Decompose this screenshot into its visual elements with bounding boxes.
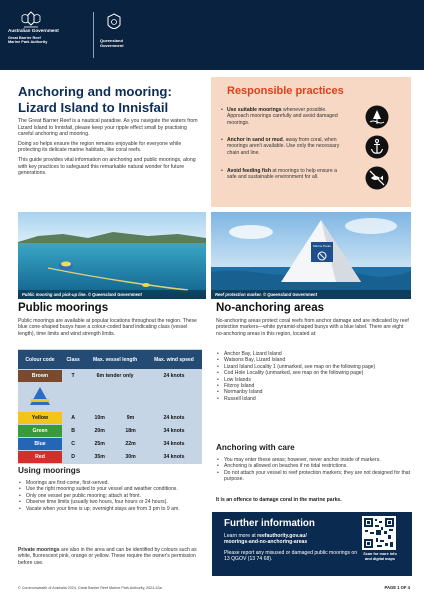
wind-cell: 34 knots (163, 428, 185, 434)
practice-item (227, 137, 347, 156)
further-info-title: Further information (224, 518, 315, 529)
mooring-photo-caption: Public mooring and pick-up line. © Queensland Government (18, 290, 206, 299)
website-link[interactable]: reefauthority.gov.au/ (257, 533, 307, 539)
responsible-practices-box (211, 77, 411, 207)
colour-cell: Red (18, 451, 62, 463)
further-info-box (212, 512, 412, 576)
practice-item-bold: Anchor in sand or mud (227, 137, 283, 143)
class-cell: B (71, 428, 75, 434)
length2-cell: 30m (125, 454, 136, 460)
page-footer (0, 580, 424, 600)
marker-sign-text: Marine Parks (313, 244, 331, 248)
queensland-crest-icon (104, 12, 124, 34)
report-text: Please report any misused or damaged public moorings on 13 QGOV (13 74 68). (224, 549, 358, 563)
length2-cell: 22m (125, 441, 136, 447)
list-item: • Russell Island (216, 396, 412, 402)
gov-logo-text (8, 28, 88, 44)
length2-cell: 9m (126, 415, 135, 421)
marker-photo-caption: Reef protection marker. © Queensland Government (211, 290, 411, 299)
private-moorings-text (18, 547, 204, 566)
list-item: • Vacate when your time is up; overnight stays are from 3 pm to 9 am. (18, 506, 204, 512)
using-moorings-list (18, 480, 204, 512)
qld-logo-text (100, 38, 124, 48)
page-number: PAGE 1 OF 4 (384, 585, 410, 590)
class-cell: D (71, 454, 75, 460)
buoy-icon (30, 387, 50, 405)
class-cell: C (71, 441, 75, 447)
table-row (18, 412, 202, 424)
list-item: • Observe time limits (usually two hours, four hours or 24 hours). (18, 499, 204, 505)
private-moorings-desc: are also in the area and can be identified by colours such as white, fluorescent pink, orange or yellow. These require the owner's permission before use. (18, 547, 197, 566)
learn-more-text: Learn more at (224, 533, 258, 539)
table-row (18, 425, 202, 437)
list-item: • Moorings are first-come, first-served. (18, 480, 204, 486)
mooring-photo-image (18, 212, 206, 299)
list-item: • Lizard Island Locality 1 (unmarked, see map on the following page) (216, 364, 412, 370)
list-item: • Only one vessel per public mooring; attach at front. (18, 493, 204, 499)
agency-line2: Marine Park Authority (8, 40, 48, 44)
website-link-path[interactable]: moorings-and-no-anchoring-areas (224, 539, 308, 546)
practice-item (227, 168, 347, 181)
qr-code-caption: Scan for more info and digital maps (363, 552, 397, 561)
practice-item-text: , away from coral, when moorings aren't available. Use only the necessary chain and line. (227, 137, 340, 156)
title-line2: Lizard Island to Innisfail (18, 100, 169, 115)
offence-notice: It is an offence to damage coral in the marine parks. (216, 497, 342, 503)
list-item: • Normanby Island (216, 389, 412, 395)
list-item: • Fitzroy Island (216, 383, 412, 389)
table-row (18, 451, 202, 463)
table-header: Class (62, 350, 84, 369)
qld-line1: Queensland (100, 38, 123, 43)
table-row (18, 370, 202, 382)
no-anchoring-title: No-anchoring areas (216, 302, 324, 314)
list-item: • Use the right mooring suited to your vessel and weather conditions. (18, 486, 204, 492)
practice-item-bold: Avoid feeding fish (227, 168, 271, 174)
buoy-illustration-cell (18, 383, 202, 411)
marker-photo-image (211, 212, 411, 299)
practice-item (227, 107, 347, 126)
anchoring-care-list (216, 457, 412, 483)
no-feeding-fish-icon (365, 166, 389, 190)
list-item: • Anchoring is allowed on beaches if no tidal restrictions. (216, 463, 412, 469)
table-header-row (18, 350, 202, 369)
marker-photo (211, 212, 411, 299)
list-item: • Do not attach your vessel to reef protection markers; they are not designed for that purpose. (216, 470, 412, 483)
list-item: • Low Islands (216, 377, 412, 383)
further-info-text (224, 533, 360, 563)
gov-name: Australian Government (8, 28, 59, 33)
title-line1: Anchoring and mooring: (18, 84, 172, 99)
wind-cell: 34 knots (163, 454, 185, 460)
length-cell: 10m (94, 415, 105, 421)
class-cell: T (71, 373, 75, 379)
page-header (0, 0, 424, 70)
mooring-buoy-icon (365, 105, 389, 129)
colour-cell: Green (18, 425, 62, 437)
practice-item-bold: Use suitable moorings (227, 107, 282, 113)
header-divider (93, 12, 94, 58)
length-cell: 20m (94, 428, 105, 434)
no-anchoring-text: No-anchoring areas protect coral reefs from anchor damage and are indicated by reef protection markers—white pyramid-shaped buoys with a blue label. There are eight no-anchoring areas in this region, located at: (216, 318, 409, 337)
length-cell: 35m (94, 454, 105, 460)
mooring-classes-table (18, 349, 202, 464)
responsible-practices-title: Responsible practices (227, 85, 344, 97)
qld-line2: Government (100, 43, 124, 48)
colour-cell: Yellow (18, 412, 62, 424)
list-item: • Cod Hole Locality (unmarked, see map on the following page) (216, 370, 412, 376)
public-moorings-title: Public moorings (18, 302, 109, 314)
copyright-text: © Commonwealth of Australia 2024, Great Barrier Reef Marine Park Authority, 2024-43a. (18, 586, 163, 590)
qr-code-icon[interactable] (362, 516, 396, 550)
list-item: • You may enter these areas; however, never anchor inside of markers. (216, 457, 412, 463)
wind-cell: 24 knots (163, 415, 185, 421)
class-cell: A (71, 415, 75, 421)
private-moorings-bold: Private moorings (18, 547, 60, 553)
length2-cell: 18m (125, 428, 136, 434)
wind-cell: 34 knots (163, 441, 185, 447)
no-anchoring-list (216, 351, 412, 402)
mooring-photo (18, 212, 206, 299)
table-row (18, 438, 202, 450)
table-header: Max. vessel length (84, 350, 146, 369)
intro-paragraph-2: Doing so helps ensure the region remains enjoyable for everyone while protecting its delicate marine habitats, like coral reefs. (18, 140, 182, 154)
wind-cell: 24 knots (163, 373, 185, 379)
length-cell: 25m (94, 441, 105, 447)
intro-paragraph-1: The Great Barrier Reef is a nautical paradise. As you navigate the waters from Lizard Island to Innisfail, please keep your ripple effect small by practising careful anchoring and mooring. (18, 118, 198, 138)
anchoring-care-title: Anchoring with care (216, 443, 295, 452)
buoy-icons (18, 383, 202, 409)
colour-cell: Blue (18, 438, 62, 450)
colour-cell: Brown (18, 370, 62, 382)
using-moorings-title: Using moorings (18, 466, 81, 475)
intro-paragraph-3: This guide provides vital information on anchoring and public moorings, along with key practices to safeguard this remarkable natural wonder for future generations. (18, 156, 196, 177)
list-item: • Watsons Bay, Lizard Island (216, 357, 412, 363)
intro-text (18, 118, 202, 180)
table-header: Colour code (18, 350, 62, 369)
list-item: • Anchor Bay, Lizard Island (216, 351, 412, 357)
length-cell: 6m tender only (96, 373, 134, 379)
agency-line1: Great Barrier Reef (8, 36, 41, 40)
page-title (18, 84, 218, 116)
table-header: Max. wind speed (146, 350, 202, 369)
practice-item-text: at moorings to help ensure a safe and sustainable environment for all. (227, 168, 337, 181)
coat-of-arms-icon (20, 10, 42, 28)
buoy-illustration-row (18, 383, 202, 411)
anchor-icon (365, 135, 389, 159)
public-moorings-text: Public moorings are available at popular locations throughout the region. These blue cone-shaped buoys have a colour-coded band indicating class (vessel length), time limits and wind strength limits. (18, 318, 197, 337)
practice-item-text: whenever possible. Approach moorings carefully and avoid damaged moorings. (227, 107, 338, 126)
